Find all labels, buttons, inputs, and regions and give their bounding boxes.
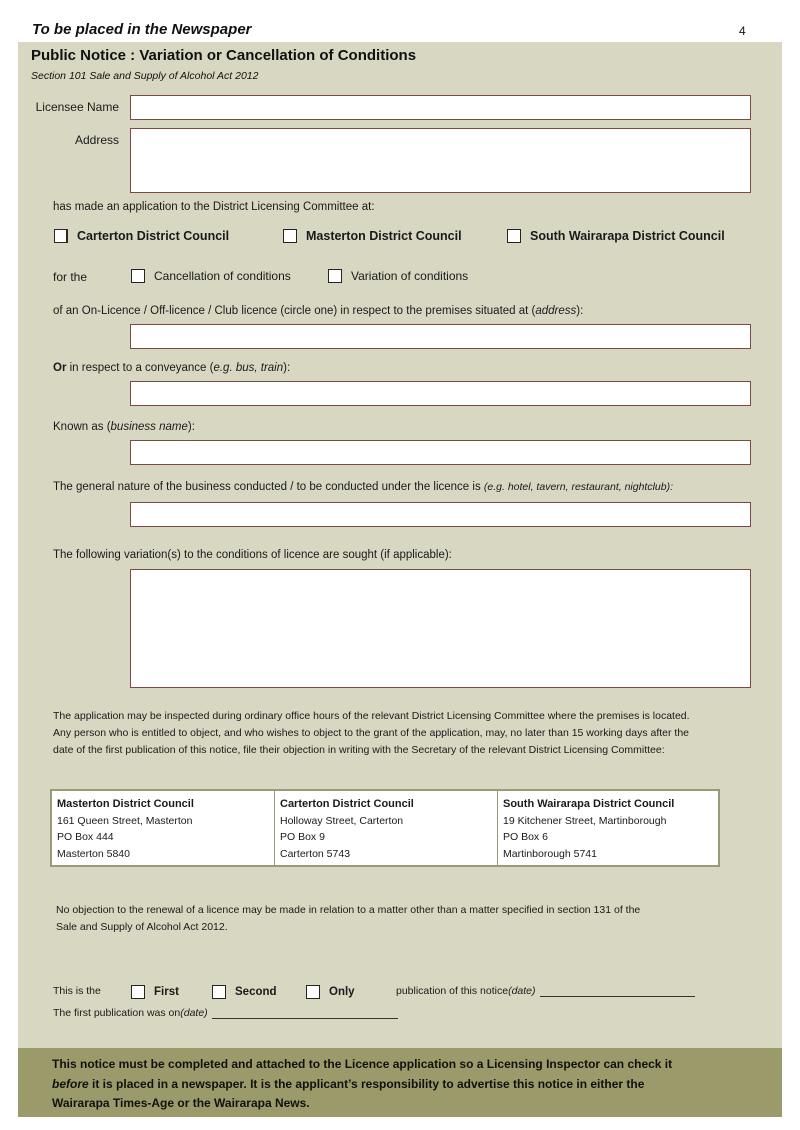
publication-prefix: This is the	[53, 985, 101, 997]
cancellation-option-label: Cancellation of conditions	[154, 269, 291, 283]
checkbox[interactable]	[131, 985, 145, 999]
publication-option-label: Second	[235, 986, 277, 998]
checkbox[interactable]	[54, 229, 68, 243]
council-address-carterton: Carterton District Council Holloway Street, Carterton PO Box 9 Carterton 5743	[274, 791, 497, 865]
conveyance-input[interactable]	[130, 381, 751, 406]
council-address-south-wairarapa: South Wairarapa District Council 19 Kitchener Street, Martinborough PO Box 6 Martinborough 5741	[497, 791, 718, 865]
licensee-name-label: Licensee Name	[35, 100, 119, 114]
cancellation-option[interactable]	[131, 269, 291, 283]
publication-date-field[interactable]	[540, 986, 695, 997]
council-option-carterton[interactable]	[54, 229, 229, 243]
objection-note: No objection to the renewal of a licence may be made in relation to a matter other than a matter specified in section 131 of the Sale and Supply of Alcohol Act 2012.	[56, 904, 641, 933]
council-option-masterton[interactable]	[283, 229, 462, 243]
first-publication-line: The first publication was on (date)	[53, 1007, 398, 1019]
variation-option[interactable]	[328, 269, 468, 283]
inspection-paragraph: The application may be inspected during ordinary office hours of the relevant District Licensing Committee where the premises is located. Any person who is entitled to object, and who wishes to object to the grant of the application, may, no later than 15 working days after the date of the first publication of this notice, file their objection in writing with the Secretary of the relevant District Licensing Committee:	[53, 710, 690, 756]
variations-input[interactable]	[130, 569, 751, 688]
publication-option-first[interactable]	[131, 985, 179, 999]
council-option-south-wairarapa[interactable]	[507, 229, 725, 243]
council-address-masterton: Masterton District Council 161 Queen Street, Masterton PO Box 444 Masterton 5840	[57, 798, 194, 860]
licensee-name-input[interactable]	[130, 95, 751, 120]
footer-notice-text: This notice must be completed and attached to the Licence application so a Licensing Inspector can check it before it is placed in a newspaper. It is the applicant’s responsibility to advertise this notice in either the Wairarapa Times-Age or the Wairarapa News.	[52, 1057, 673, 1110]
form-title: Public Notice : Variation or Cancellation of Conditions	[31, 47, 417, 64]
checkbox[interactable]	[306, 985, 320, 999]
council-option-label: South Wairarapa District Council	[530, 229, 725, 243]
variations-prompt: The following variation(s) to the conditions of licence are sought (if applicable):	[53, 549, 452, 561]
checkbox[interactable]	[328, 269, 342, 283]
business-name-input[interactable]	[130, 440, 751, 465]
checkbox[interactable]	[131, 269, 145, 283]
publication-option-label: First	[154, 986, 179, 998]
page-number: 4	[739, 24, 746, 38]
conveyance-prompt: Or in respect to a conveyance (e.g. bus, train):	[53, 362, 291, 374]
publication-option-only[interactable]	[306, 985, 355, 999]
business-nature-prompt: The general nature of the business conducted / to be conducted under the licence is (e.g. hotel, tavern, restaurant, nightclub):	[53, 481, 674, 493]
council-option-label: Carterton District Council	[77, 229, 230, 243]
for-the-label: for the	[53, 270, 88, 284]
business-nature-input[interactable]	[130, 502, 751, 527]
address-input[interactable]	[130, 128, 751, 193]
checkbox[interactable]	[212, 985, 226, 999]
premises-prompt: of an On-Licence / Off-licence / Club licence (circle one) in respect to the premises situated at (address):	[53, 305, 584, 317]
application-intro: has made an application to the District Licensing Committee at:	[53, 201, 375, 213]
publication-date-line: publication of this notice (date)	[396, 985, 695, 997]
known-as-prompt: Known as (business name):	[53, 421, 195, 433]
publication-option-label: Only	[329, 986, 355, 998]
premises-address-input[interactable]	[130, 324, 751, 349]
checkbox[interactable]	[283, 229, 297, 243]
form-subtitle: Section 101 Sale and Supply of Alcohol Act 2012	[31, 70, 259, 82]
publication-option-second[interactable]	[212, 985, 277, 999]
council-addresses-table	[50, 789, 720, 867]
variation-option-label: Variation of conditions	[351, 269, 469, 283]
address-label: Address	[74, 133, 119, 147]
council-option-label: Masterton District Council	[306, 229, 462, 243]
checkbox[interactable]	[507, 229, 521, 243]
first-publication-date-field[interactable]	[212, 1008, 398, 1019]
page-header-title: To be placed in the Newspaper	[32, 21, 252, 38]
